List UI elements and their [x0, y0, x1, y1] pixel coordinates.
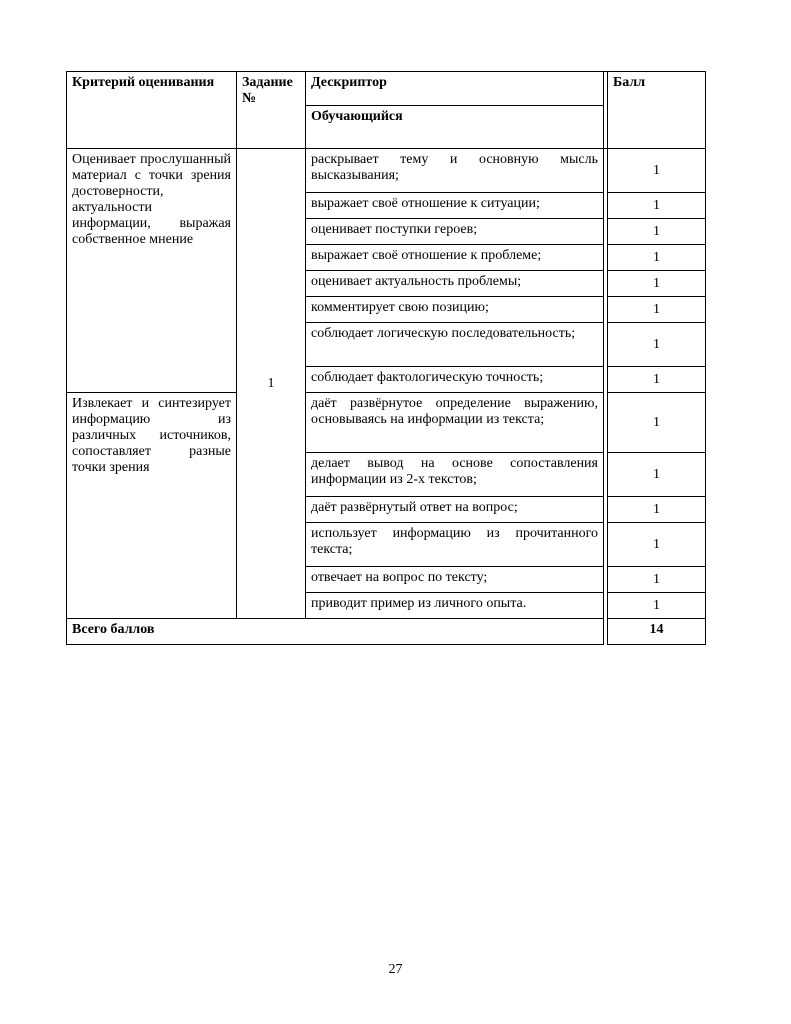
header-learner: Обучающийся [306, 106, 604, 149]
descriptor-cell: комментирует свою позицию; [306, 297, 604, 323]
assessment-table [66, 71, 706, 645]
total-label: Всего баллов [67, 619, 604, 645]
descriptor-cell: отвечает на вопрос по тексту; [306, 567, 604, 593]
header-task: Задание № [237, 72, 306, 149]
descriptor-cell: приводит пример из личного опыта. [306, 593, 604, 619]
header-criterion: Критерий оценивания [67, 72, 237, 149]
score-cell: 1 [608, 453, 706, 497]
score-cell: 1 [608, 149, 706, 193]
descriptor-cell: даёт развёрнутый ответ на вопрос; [306, 497, 604, 523]
descriptor-cell: соблюдает логическую последовательность; [306, 323, 604, 367]
score-cell: 1 [608, 567, 706, 593]
table-row [67, 149, 706, 193]
score-cell: 1 [608, 219, 706, 245]
header-row-top [67, 72, 706, 106]
descriptor-cell: раскрывает тему и основную мысль высказывания; [306, 149, 604, 193]
score-cell: 1 [608, 497, 706, 523]
header-score: Балл [608, 72, 706, 149]
descriptor-cell: использует информацию из прочитанного текста; [306, 523, 604, 567]
score-cell: 1 [608, 193, 706, 219]
score-cell: 1 [608, 271, 706, 297]
total-row [67, 619, 706, 645]
descriptor-cell: оценивает поступки героев; [306, 219, 604, 245]
table-row [67, 393, 706, 453]
descriptor-cell: выражает своё отношение к ситуации; [306, 193, 604, 219]
descriptor-cell: выражает своё отношение к проблеме; [306, 245, 604, 271]
descriptor-cell: делает вывод на основе сопоставления информации из 2-х текстов; [306, 453, 604, 497]
score-cell: 1 [608, 367, 706, 393]
score-cell: 1 [608, 245, 706, 271]
score-cell: 1 [608, 297, 706, 323]
total-value: 14 [608, 619, 706, 645]
header-descriptor: Дескриптор [306, 72, 604, 106]
criterion-cell: Извлекает и синтезирует информацию из различных источников, сопоставляет разные точки зрения [67, 393, 237, 619]
score-cell: 1 [608, 393, 706, 453]
score-cell: 1 [608, 593, 706, 619]
descriptor-cell: оценивает актуальность проблемы; [306, 271, 604, 297]
score-cell: 1 [608, 323, 706, 367]
task-number-cell: 1 [237, 149, 306, 619]
page-number: 27 [388, 962, 403, 977]
descriptor-cell: соблюдает фактологическую точность; [306, 367, 604, 393]
criterion-cell: Оценивает прослушанный материал с точки зрения достоверности, актуальности информации, выражая собственное мнение [67, 149, 237, 393]
descriptor-cell: даёт развёрнутое определение выражению, основываясь на информации из текста; [306, 393, 604, 453]
score-cell: 1 [608, 523, 706, 567]
